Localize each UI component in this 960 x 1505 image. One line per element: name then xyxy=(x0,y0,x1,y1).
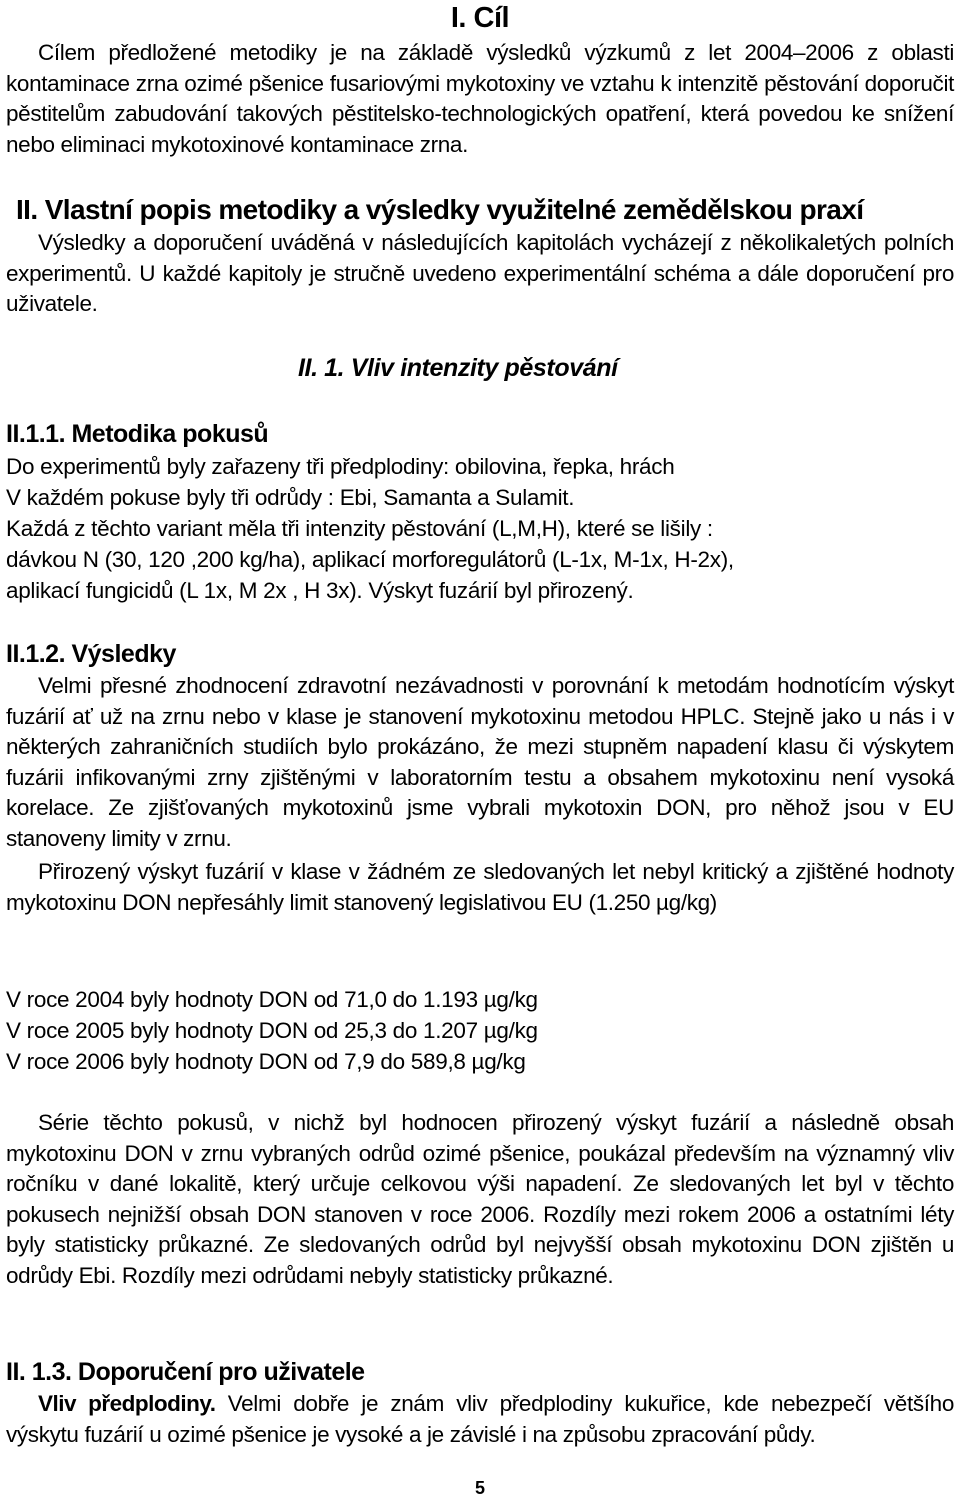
don-year-lines xyxy=(6,984,954,1077)
metodika-line: Do experimentů byly zařazeny tři předplodiny: obilovina, řepka, hrách xyxy=(6,454,675,479)
page-number: 5 xyxy=(474,1478,485,1498)
paragraph-cil: Cílem předložené metodiky je na základě výsledků výzkumů z let 2004–2006 z oblasti kontaminace zrna ozimé pšenice fusariovými mykotoxiny ve vztahu k intenzitě pěstování doporučit pěstitelům zabudování takových pěstitelsko-technologických opatření, která povedou ke snížení nebo eliminaci mykotoxinové kontaminace zrna. xyxy=(6,40,954,157)
metodika-line: V každém pokuse byly tři odrůdy : Ebi, Samanta a Sulamit. xyxy=(6,485,575,510)
metodika-line: aplikací fungicidů (L 1x, M 2x , H 3x). Výskyt fuzárií byl přirozený. xyxy=(6,578,634,603)
run-in-heading: Vliv předplodiny. xyxy=(38,1391,216,1416)
don-year-line: V roce 2004 byly hodnoty DON od 71,0 do 1.193 µg/kg xyxy=(6,987,538,1012)
paragraph-doporuceni-text: Velmi dobře je znám vliv předplodiny kukuřice, kde nebezpečí většího výskytu fuzárií u ozimé pšenice je vysoké a je závislé i na způsobu zpracování půdy. xyxy=(6,1391,954,1447)
section-heading-cil: I. Cíl xyxy=(450,2,510,34)
don-year-line: V roce 2006 byly hodnoty DON od 7,9 do 589,8 µg/kg xyxy=(6,1049,526,1074)
don-year-line: V roce 2005 byly hodnoty DON od 25,3 do 1.207 µg/kg xyxy=(6,1018,538,1043)
paragraph-popis: Výsledky a doporučení uváděná v následujících kapitolách vycházejí z několikaletých polních experimentů. U každé kapitoly je stručně uvedeno experimentální schéma a dále doporučení pro uživatele. xyxy=(6,230,954,316)
paragraph-vysledky-1: Velmi přesné zhodnocení zdravotní nezávadnosti v porovnání k metodám hodnotícím výskyt fuzárií ať už na zrnu nebo v klase je stanovení mykotoxinu metodou HPLC. Stejně jako u nás i v některých zahraničních studiích bylo prokázáno, že mezi stupněm napadení klasu či výskytem fuzárii infikovanými zrny zjištěnými v laboratorním testu a obsahem mykotoxinu není vysoká korelace. Ze zjišťovaných mykotoxinů jsme vybrali mykotoxin DON, pro něhož jsou v EU stanoveny limity v zrnu. xyxy=(6,673,954,851)
paragraph-doporuceni xyxy=(6,1389,954,1450)
metodika-line: dávkou N (30, 120 ,200 kg/ha), aplikací morforegulátorů (L-1x, M-1x, H-2x), xyxy=(6,547,734,572)
subsection-heading-vysledky: II.1.2. Výsledky xyxy=(6,640,176,668)
section-heading-popis: II. Vlastní popis metodiky a výsledky využitelné zemědělskou praxí xyxy=(16,194,864,225)
subsection-heading-vliv: II. 1. Vliv intenzity pěstování xyxy=(298,354,618,382)
metodika-line: Každá z těchto variant měla tři intenzity pěstování (L,M,H), které se lišily : xyxy=(6,516,713,541)
subsection-heading-metodika: II.1.1. Metodika pokusů xyxy=(6,420,269,448)
subsection-heading-doporuceni: II. 1.3. Doporučení pro uživatele xyxy=(6,1358,365,1386)
metodika-lines xyxy=(6,451,954,606)
paragraph-vysledky-2: Přirozený výskyt fuzárií v klase v žádném ze sledovaných let nebyl kritický a zjištěné hodnoty mykotoxinu DON nepřesáhly limit stanovený legislativou EU (1.250 µg/kg) xyxy=(6,859,954,915)
paragraph-vysledky-3: Série těchto pokusů, v nichž byl hodnocen přirozený výskyt fuzárií a následně obsah mykotoxinu DON v zrnu vybraných odrůd ozimé pšenice, poukázal především na významný vliv ročníku v dané lokalitě, který určuje celkovou výši napadení. Ze sledovaných let byl v těchto pokusech nejnižší obsah DON stanoven v roce 2006. Rozdíly mezi rokem 2006 a ostatními léty byly statisticky průkazné. Ze sledovaných odrůd byl nejvyšší obsah mykotoxinu DON zjištěn u odrůdy Ebi. Rozdíly mezi odrůdami nebyly statisticky průkazné. xyxy=(6,1110,954,1288)
